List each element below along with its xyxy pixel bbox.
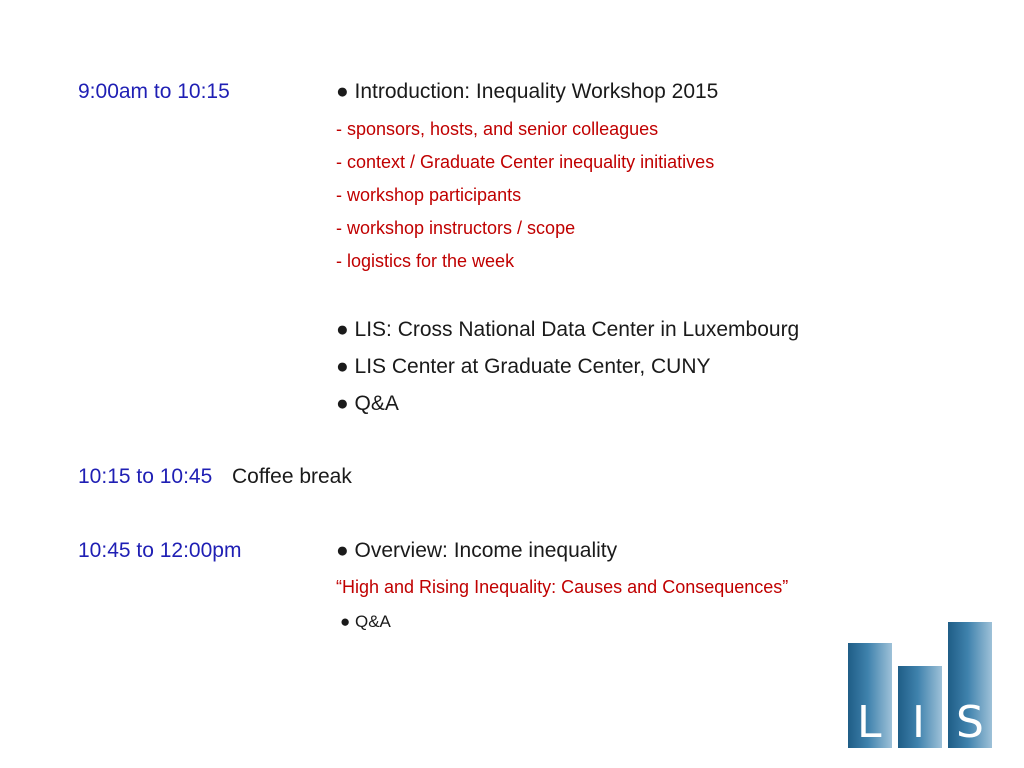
- overview-heading: ● Overview: Income inequality: [336, 539, 618, 562]
- bullet-lis-luxembourg: ● LIS: Cross National Data Center in Luxembourg: [336, 318, 800, 341]
- sub-item-instructors: - workshop instructors / scope: [336, 218, 576, 238]
- logo-bar-l: [848, 643, 892, 748]
- sub-item-context: - context / Graduate Center inequality initiatives: [336, 152, 715, 172]
- coffee-break-label: Coffee break: [232, 465, 352, 488]
- time-slot-3: 10:45 to 12:00pm: [78, 539, 242, 562]
- intro-heading: ● Introduction: Inequality Workshop 2015: [336, 80, 719, 103]
- talk-title: “High and Rising Inequality: Causes and Consequences”: [336, 577, 789, 597]
- logo-letter-s: S: [956, 697, 984, 748]
- bullet-qa-2: ● Q&A: [340, 612, 391, 631]
- lis-logo: [848, 622, 992, 748]
- bullet-lis-cuny: ● LIS Center at Graduate Center, CUNY: [336, 355, 711, 378]
- bullet-qa-1: ● Q&A: [336, 392, 399, 415]
- logo-letter-l: L: [857, 697, 882, 748]
- logo-bar-i: [898, 666, 942, 748]
- logo-bar-s: [948, 622, 992, 748]
- sub-item-sponsors: - sponsors, hosts, and senior colleagues: [336, 119, 659, 139]
- sub-item-participants: - workshop participants: [336, 185, 522, 205]
- time-slot-2: 10:15 to 10:45: [78, 465, 213, 488]
- time-slot-1: 9:00am to 10:15: [78, 80, 230, 103]
- sub-item-logistics: - logistics for the week: [336, 251, 515, 271]
- logo-letter-i: I: [912, 697, 925, 748]
